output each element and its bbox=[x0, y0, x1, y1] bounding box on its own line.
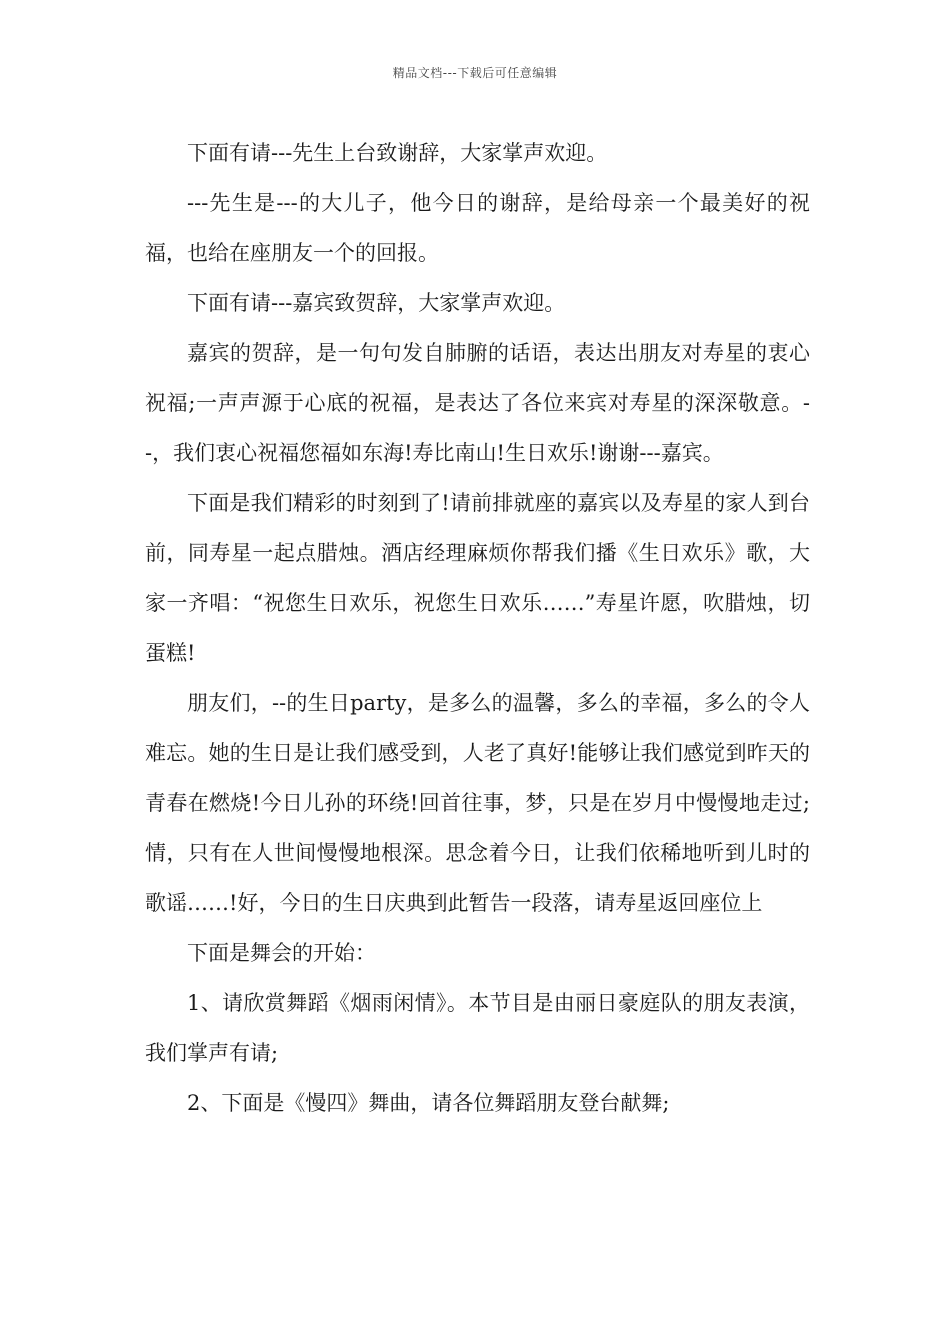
paragraph: ---先生是---的大儿子，他今日的谢辞，是给母亲一个最美好的祝福，也给在座朋友一个的回报。 bbox=[145, 191, 810, 265]
paragraph: 朋友们，--的生日party，是多么的温馨，多么的幸福，多么的令人难忘。她的生日是让我们感受到，人老了真好!能够让我们感觉到昨天的青春在燃烧!今日儿孙的环绕!回首往事，梦，只是在岁月中慢慢地走过;情，只有在人世间慢慢地根深。思念着今日，让我们依稀地听到儿时的歌谣……!好，今日的生日庆典到此暂告一段落，请寿星返回座位上 bbox=[145, 691, 810, 915]
paragraph: 下面有请---先生上台致谢辞，大家掌声欢迎。 bbox=[187, 141, 608, 165]
paragraph: 嘉宾的贺辞，是一句句发自肺腑的话语，表达出朋友对寿星的衷心祝福;一声声源于心底的祝福，是表达了各位来宾对寿星的深深敬意。--，我们衷心祝福您福如东海!寿比南山!生日欢乐!谢谢---嘉宾。 bbox=[145, 341, 810, 465]
paragraph: 2、下面是《慢四》舞曲，请各位舞蹈朋友登台献舞; bbox=[187, 1091, 670, 1115]
paragraph: 下面是我们精彩的时刻到了!请前排就座的嘉宾以及寿星的家人到台前，同寿星一起点腊烛。酒店经理麻烦你帮我们播《生日欢乐》歌，大家一齐唱：“祝您生日欢乐，祝您生日欢乐……”寿星许愿，吹腊烛，切蛋糕! bbox=[145, 491, 810, 665]
document-body bbox=[145, 128, 810, 1128]
paragraph: 1、请欣赏舞蹈《烟雨闲情》。本节目是由丽日豪庭队的朋友表演，我们掌声有请; bbox=[145, 991, 810, 1065]
paragraph: 下面有请---嘉宾致贺辞，大家掌声欢迎。 bbox=[187, 291, 566, 315]
paragraph: 下面是舞会的开始： bbox=[187, 941, 376, 965]
page-header: 精品文档---下载后可任意编辑 bbox=[392, 66, 558, 80]
